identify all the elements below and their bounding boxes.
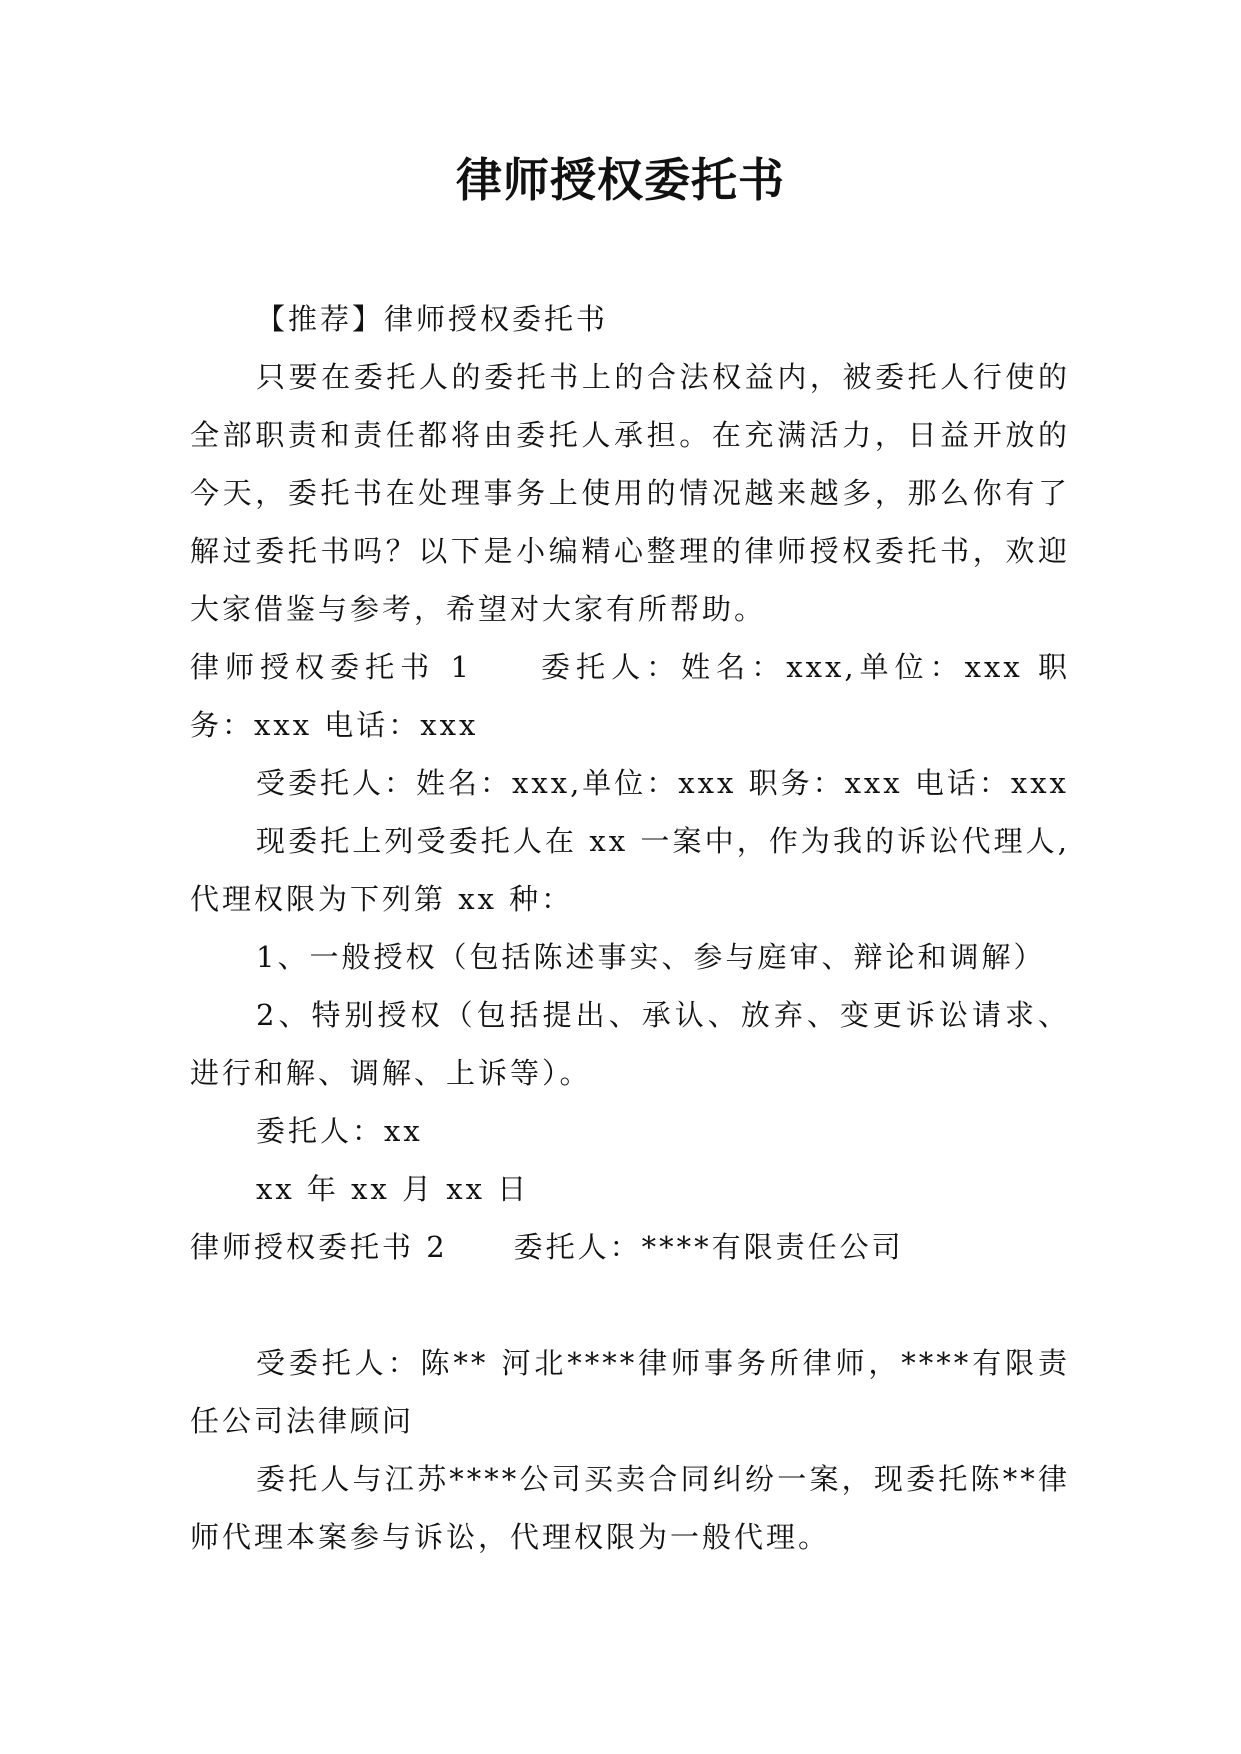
letter-2-principal: 委托人：****有限责任公司 — [513, 1230, 904, 1264]
paragraph-recommend: 【推荐】律师授权委托书 — [256, 302, 609, 336]
paragraph-general-authorization: 1、一般授权（包括陈述事实、参与庭审、辩论和调解） — [256, 940, 1046, 974]
document-body — [190, 290, 1070, 1566]
paragraph-letter-2-heading — [190, 1218, 1070, 1276]
letter-1-title: 律师授权委托书 1 — [190, 650, 472, 684]
paragraph-date: xx 年 xx 月 xx 日 — [256, 1172, 530, 1206]
paragraph-entrustment: 现委托上列受委托人在 xx 一案中，作为我的诉讼代理人,代理权限为下列第 xx 种： — [190, 824, 1070, 916]
paragraph-agent-info: 受委托人：姓名：xxx,单位：xxx 职务：xxx 电话：xxx — [256, 766, 1069, 800]
paragraph-agent-lawyer: 受委托人：陈** 河北****律师事务所律师，****有限责任公司法律顾问 — [190, 1346, 1070, 1438]
letter-1-principal: 委托人：姓名：xxx,单位：xxx 职务：xxx 电话：xxx — [190, 650, 1070, 742]
paragraph-intro: 只要在委托人的委托书上的合法权益内，被委托人行使的全部职责和责任都将由委托人承担。在充满活力，日益开放的今天，委托书在处理事务上使用的情况越来越多，那么你有了解过委托书吗？以下是小编精心整理的律师授权委托书，欢迎大家借鉴与参考，希望对大家有所帮助。 — [190, 360, 1070, 626]
paragraph-signature: 委托人：xx — [256, 1114, 423, 1148]
paragraph-special-authorization: 2、特别授权（包括提出、承认、放弃、变更诉讼请求、进行和解、调解、上诉等）。 — [190, 998, 1070, 1090]
blank-line — [190, 1276, 1070, 1334]
paragraph-case-entrustment: 委托人与江苏****公司买卖合同纠纷一案，现委托陈**律师代理本案参与诉讼，代理权限为一般代理。 — [190, 1462, 1070, 1554]
document-title: 律师授权委托书 — [456, 153, 785, 207]
paragraph-letter-1-heading — [190, 638, 1070, 754]
letter-2-title: 律师授权委托书 2 — [190, 1230, 448, 1264]
